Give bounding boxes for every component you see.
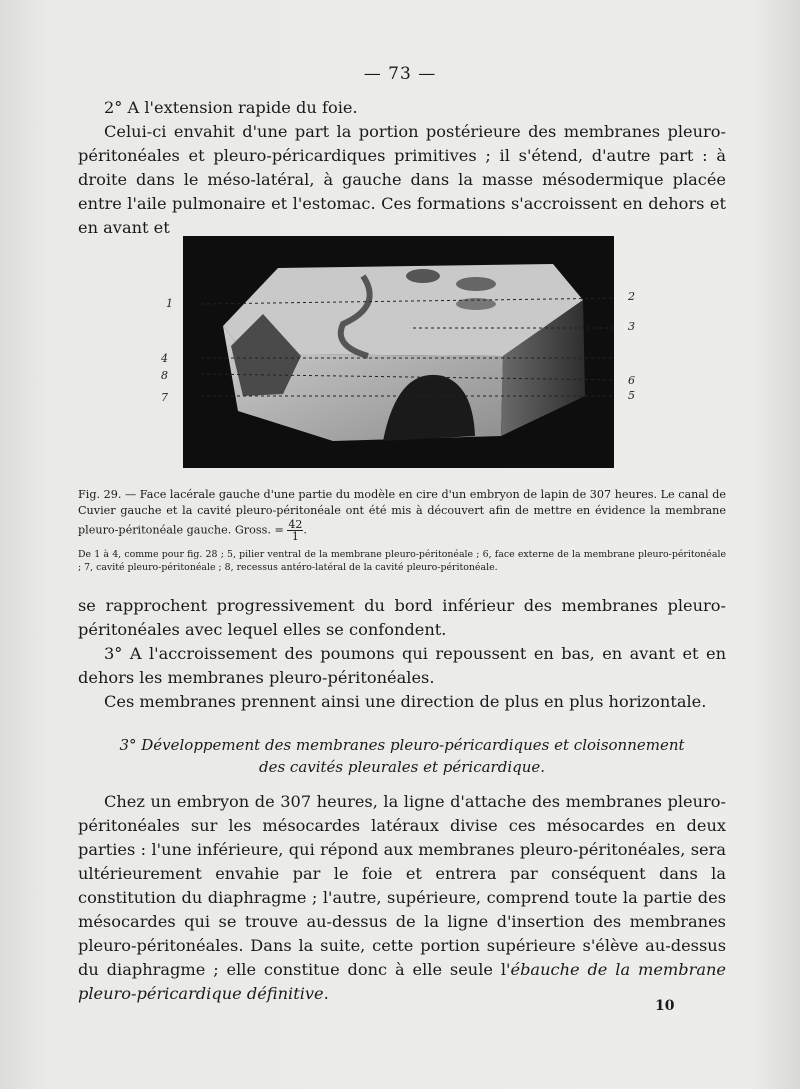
paragraph: 2° A l'extension rapide du foie. — [104, 98, 358, 117]
paragraph: se rapprochent progressivement du bord inférieur des membranes pleuro-péritonéales avec lequel elles se confondent. — [78, 596, 726, 639]
fraction-numerator: 42 — [288, 518, 303, 531]
paragraph: Ces membranes prennent ainsi une direction de plus en plus horizontale. — [104, 692, 707, 711]
text-block-top — [78, 96, 726, 240]
caption-legend: De 1 à 4, comme pour fig. 28 ; 5, pilier ventral de la membrane pleuro-péritonéale ; 6, face externe de la membrane pleuro-péritonéale ; 7, cavité pleuro-péritonéale ; 8, recessus antéro-latéral de la cavité pleuro-péritonéale. — [78, 549, 726, 573]
figure-label: 4 — [161, 352, 168, 365]
caption-text: Fig. 29. — Face lacérale gauche d'une partie du modèle en cire d'un embryon de lapin de 307 heures. Le canal de Cuvier gauche et la cavité pleuro-péritonéale ont été mis à découvert afin de mettre en évidence la membrane pleuro-péritonéale gauche. Gross. = — [78, 488, 726, 537]
section-heading-line: des cavités pleurales et péricardique. — [258, 758, 546, 776]
page-number: — 73 — — [363, 64, 437, 84]
figure-label: 5 — [628, 389, 635, 402]
paragraph — [78, 790, 726, 1006]
paragraph: Celui-ci envahit d'une part la portion postérieure des membranes pleuro-péritonéales et pleuro-péricardiques primitives ; il s'étend, d'autre part : à droite dans le méso-latéral, à gauche dans la masse mésodermique placée entre l'aile pulmonaire et l'estomac. Ces formations s'accroissent en dehors et en avant et — [78, 122, 726, 237]
figure-label: 6 — [628, 374, 635, 387]
figure-illustration — [183, 236, 614, 468]
section-heading — [78, 734, 726, 778]
wax-model-drawing — [183, 236, 614, 468]
figure-caption — [78, 487, 726, 574]
caption-main — [78, 487, 726, 542]
magnification-fraction — [287, 519, 303, 542]
paragraph: 3° A l'accroissement des poumons qui repoussent en bas, en avant et en dehors les membranes pleuro-péritonéales. — [78, 644, 726, 687]
figure-label: 1 — [166, 297, 173, 310]
paragraph-italic: ébauche de la membrane pleuro-péricardique définitive — [78, 960, 726, 1003]
text-block-middle — [78, 594, 726, 714]
signature-number: 10 — [655, 998, 675, 1014]
figure-label: 7 — [161, 391, 168, 404]
text-block-bottom — [78, 790, 726, 1006]
paragraph-end: . — [323, 984, 329, 1003]
figure-label: 3 — [628, 320, 635, 333]
figure-label: 2 — [628, 290, 635, 303]
section-heading-line: 3° Développement des membranes pleuro-péricardiques et cloisonnement — [119, 736, 685, 754]
fraction-denominator: 1 — [291, 530, 299, 543]
figure-label: 8 — [161, 369, 168, 382]
caption-end: . — [303, 523, 307, 537]
paragraph-text: Chez un embryon de 307 heures, la ligne d'attache des membranes pleuro-péritonéales sur les mésocardes latéraux divise ces mésocardes en deux parties : l'une inférieure, qui répond aux membranes pleuro-péritonéales, sera ultérieurement envahie par le foie et entrera par conséquent dans la constitution du diaphragme ; l'autre, supérieure, comprend toute la partie des mésocardes qui se trouve au-dessus de la ligne d'insertion des membranes pleuro-péritonéales. Dans la suite, cette portion supérieure s'élève au-dessus du diaphragme ; elle constitue donc à elle seule l' — [78, 792, 726, 979]
